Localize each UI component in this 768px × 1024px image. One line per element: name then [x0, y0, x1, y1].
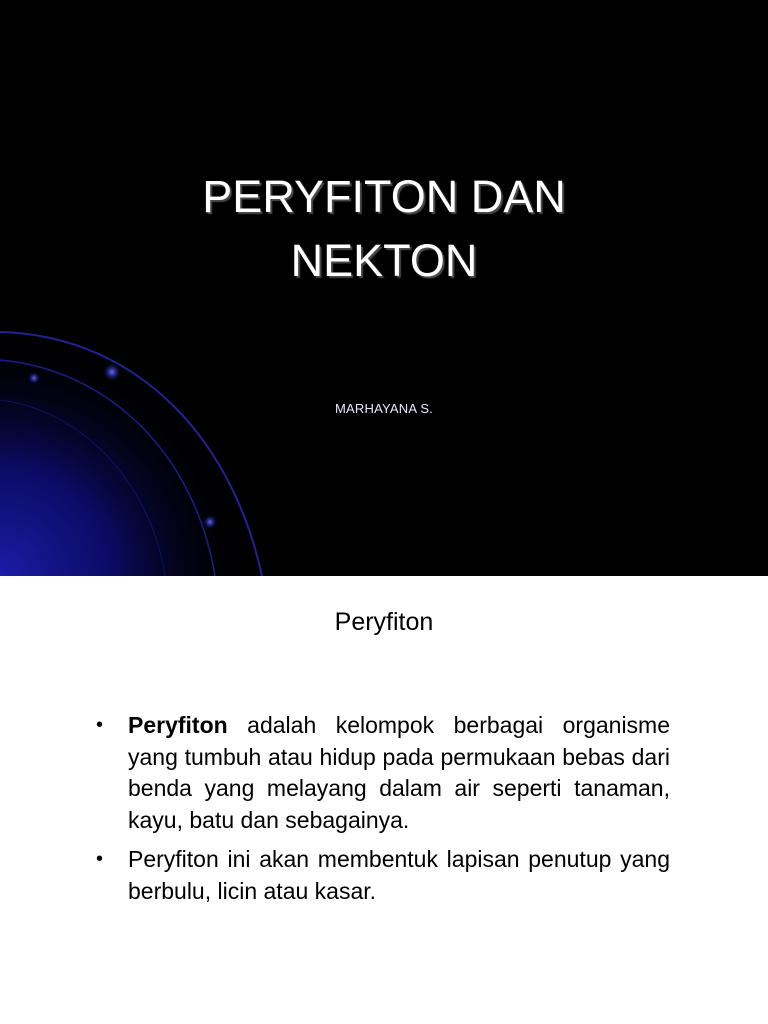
bullet-icon: • [96, 714, 104, 736]
author-name: MARHAYANA S. [335, 401, 433, 416]
bullet-list [96, 710, 670, 915]
content-heading: Peryfiton [334, 608, 434, 636]
arc-dot-3 [203, 515, 217, 529]
content-slide [0, 576, 768, 1024]
bullet-item-1 [96, 710, 670, 836]
title-line-1: PERYFITON DAN [202, 171, 566, 222]
title-line-2: NEKTON [290, 235, 478, 286]
arc-dot-2 [28, 372, 40, 384]
bullet-icon: • [96, 848, 104, 870]
arc-dot-1 [103, 363, 121, 381]
main-title [0, 165, 768, 293]
bullet-item-2 [96, 844, 670, 907]
bullet-text: adalah kelompok berbagai organisme yang tumbuh atau hidup pada permukaan bebas dari benda yang melayang dalam air seperti tanaman, kayu, batu dan sebagainya. [128, 712, 670, 833]
bullet-term: Peryfiton [128, 712, 228, 738]
bullet-text: Peryfiton ini akan membentuk lapisan penutup yang berbulu, licin atau kasar. [128, 846, 670, 904]
